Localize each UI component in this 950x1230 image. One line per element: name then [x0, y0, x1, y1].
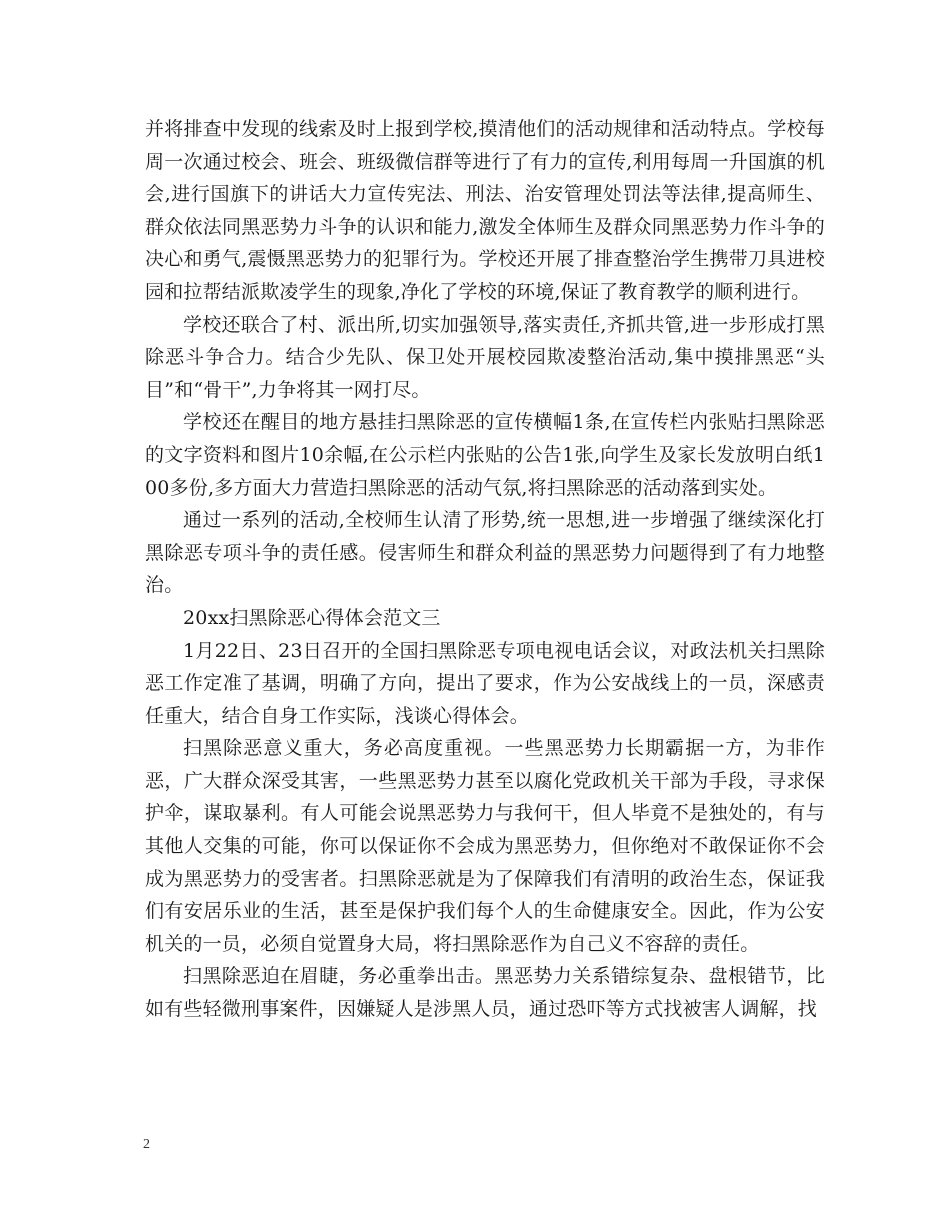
paragraph-6: 1月22日、23日召开的全国扫黑除恶专项电视电话会议，对政法机关扫黑除恶工作定准了基调，明确了方向，提出了要求，作为公安战线上的一员，深感责任重大，结合自身工作实际，浅谈心得体会。 [145, 639, 825, 727]
section-heading: 20xx扫黑除恶心得体会范文三 [183, 606, 441, 629]
document-body [145, 113, 825, 1026]
paragraph-8: 扫黑除恶迫在眉睫，务必重拳出击。黑恶势力关系错综复杂、盘根错节，比如有些轻微刑事案件，因嫌疑人是涉黑人员，通过恐吓等方式找被害人调解，找 [145, 965, 825, 1021]
paragraph-2: 学校还联合了村、派出所,切实加强领导,落实责任,齐抓共管,进一步形成打黑除恶斗争合力。结合少先队、保卫处开展校园欺凌整治活动,集中摸排黑恶“头目”和“骨干”,力争将其一网打尽。 [145, 313, 825, 401]
paragraph-4: 通过一系列的活动,全校师生认清了形势,统一思想,进一步增强了继续深化打黑除恶专项斗争的责任感。侵害师生和群众利益的黑恶势力问题得到了有力地整治。 [145, 509, 825, 597]
paragraph-7: 扫黑除恶意义重大，务必高度重视。一些黑恶势力长期霸据一方，为非作恶，广大群众深受其害，一些黑恶势力甚至以腐化党政机关干部为手段，寻求保护伞，谋取暴利。有人可能会说黑恶势力与我何干，但人毕竟不是独处的，有与其他人交集的可能，你可以保证你不会成为黑恶势力，但你绝对不敢保证你不会成为黑恶势力的受害者。扫黑除恶就是为了保障我们有清明的政治生态，保证我们有安居乐业的生活，甚至是保护我们每个人的生命健康安全。因此，作为公安机关的一员，必须自觉置身大局，将扫黑除恶作为自己义不容辞的责任。 [145, 737, 825, 955]
paragraph-1: 并将排查中发现的线索及时上报到学校,摸清他们的活动规律和活动特点。学校每周一次通过校会、班会、班级微信群等进行了有力的宣传,利用每周一升国旗的机会,进行国旗下的讲话大力宣传宪法、刑法、治安管理处罚法等法律,提高师生、群众依法同黑恶势力斗争的认识和能力,激发全体师生及群众同黑恶势力作斗争的决心和勇气,震慑黑恶势力的犯罪行为。学校还开展了排查整治学生携带刀具进校园和拉帮结派欺凌学生的现象,净化了学校的环境,保证了教育教学的顺利进行。 [145, 118, 825, 303]
page-number: 2 [143, 1137, 150, 1152]
paragraph-3: 学校还在醒目的地方悬挂扫黑除恶的宣传横幅1条,在宣传栏内张贴扫黑除恶的文字资料和图片10余幅,在公示栏内张贴的公告1张,向学生及家长发放明白纸100多份,多方面大力营造扫黑除恶的活动气氛,将扫黑除恶的活动落到实处。 [145, 411, 825, 499]
